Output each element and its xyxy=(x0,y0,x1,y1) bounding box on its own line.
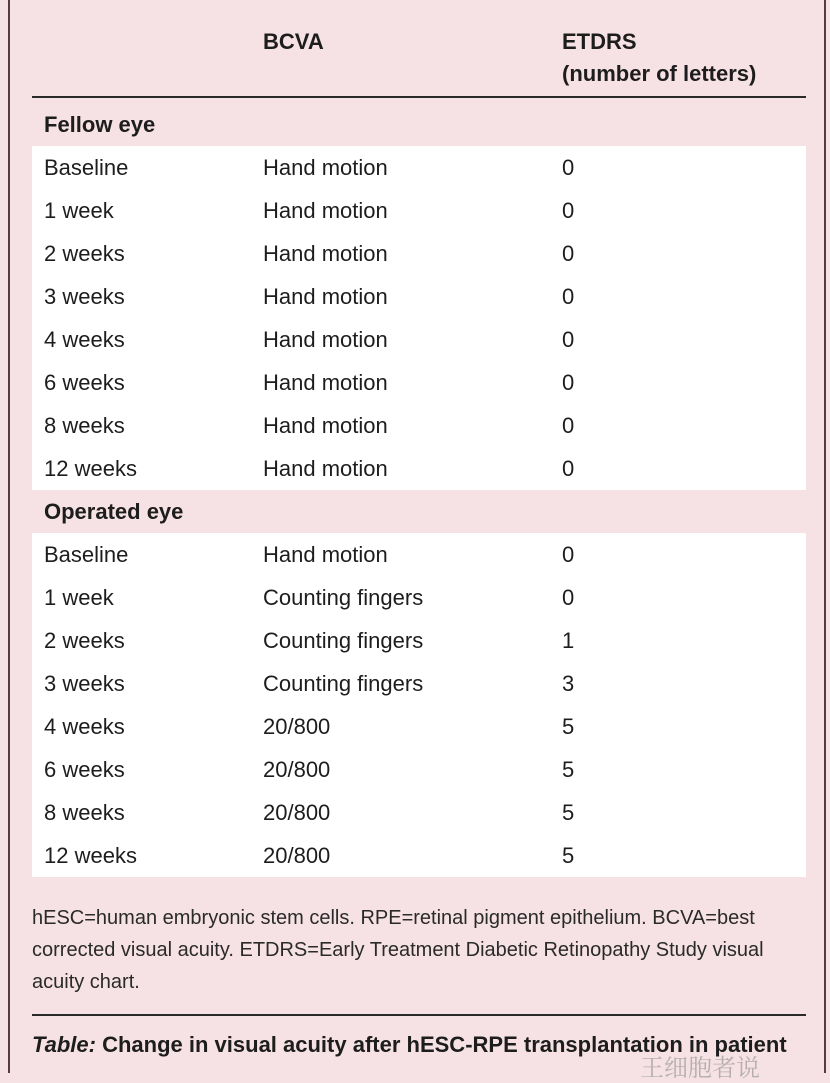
table-row xyxy=(32,662,806,705)
header-etdrs-line2: (number of letters) xyxy=(562,61,757,86)
timepoint-cell: 6 weeks xyxy=(44,757,125,782)
bcva-cell: Hand motion xyxy=(263,413,388,438)
table-row xyxy=(32,361,806,404)
table-row xyxy=(32,404,806,447)
bcva-cell: Counting fingers xyxy=(263,628,424,653)
bcva-cell: Hand motion xyxy=(263,241,388,266)
bcva-cell: 20/800 xyxy=(263,757,331,782)
timepoint-cell: 4 weeks xyxy=(44,327,125,352)
etdrs-cell: 3 xyxy=(562,671,575,696)
timepoint-cell: 1 week xyxy=(44,198,114,223)
timepoint-cell: 3 weeks xyxy=(44,671,125,696)
etdrs-cell: 0 xyxy=(562,241,575,266)
table-row xyxy=(32,748,806,791)
table-row xyxy=(32,275,806,318)
header-etdrs-line1: ETDRS xyxy=(562,29,637,54)
timepoint-cell: 4 weeks xyxy=(44,714,125,739)
caption-rule xyxy=(32,1014,806,1016)
table-row xyxy=(32,189,806,232)
table-row xyxy=(32,146,806,189)
header-bcva: BCVA xyxy=(263,29,324,54)
etdrs-cell: 0 xyxy=(562,155,575,180)
table-row xyxy=(32,619,806,662)
etdrs-cell: 0 xyxy=(562,542,575,567)
etdrs-cell: 0 xyxy=(562,198,575,223)
caption-text: Change in visual acuity after hESC-RPE transplantation in patient xyxy=(95,1032,787,1057)
timepoint-cell: 8 weeks xyxy=(44,800,125,825)
timepoint-cell: 2 weeks xyxy=(44,241,125,266)
table-row xyxy=(32,533,806,576)
etdrs-cell: 1 xyxy=(562,628,575,653)
section-title-fellow: Fellow eye xyxy=(44,112,156,137)
bcva-cell: Hand motion xyxy=(263,327,388,352)
caption-label: Table: xyxy=(32,1032,96,1057)
timepoint-cell: 6 weeks xyxy=(44,370,125,395)
etdrs-cell: 5 xyxy=(562,843,575,868)
timepoint-cell: 2 weeks xyxy=(44,628,125,653)
bcva-cell: Hand motion xyxy=(263,456,388,481)
etdrs-cell: 0 xyxy=(562,456,575,481)
table-row xyxy=(32,576,806,619)
bcva-cell: 20/800 xyxy=(263,714,331,739)
table-row xyxy=(32,318,806,361)
bcva-cell: 20/800 xyxy=(263,800,331,825)
bcva-cell: Hand motion xyxy=(263,542,388,567)
timepoint-cell: 12 weeks xyxy=(44,843,137,868)
timepoint-cell: 1 week xyxy=(44,585,114,610)
header-rule xyxy=(32,96,806,98)
etdrs-cell: 0 xyxy=(562,370,575,395)
etdrs-cell: 0 xyxy=(562,327,575,352)
etdrs-cell: 5 xyxy=(562,800,575,825)
operated-eye-rows xyxy=(32,533,806,877)
timepoint-cell: Baseline xyxy=(44,542,129,567)
etdrs-cell: 0 xyxy=(562,413,575,438)
timepoint-cell: Baseline xyxy=(44,155,129,180)
etdrs-cell: 5 xyxy=(562,757,575,782)
bcva-cell: 20/800 xyxy=(263,843,331,868)
bcva-cell: Hand motion xyxy=(263,198,388,223)
table-footnote: hESC=human embryonic stem cells. RPE=retinal pigment epithelium. BCVA=best corrected visual acuity. ETDRS=Early Treatment Diabetic Retinopathy Study visual acuity chart. xyxy=(32,907,764,993)
bcva-cell: Counting fingers xyxy=(263,671,424,696)
table-row xyxy=(32,447,806,490)
table-row xyxy=(32,232,806,275)
table-row xyxy=(32,791,806,834)
table-row xyxy=(32,834,806,877)
etdrs-cell: 5 xyxy=(562,714,575,739)
bcva-cell: Hand motion xyxy=(263,370,388,395)
section-title-operated: Operated eye xyxy=(44,499,184,524)
etdrs-cell: 0 xyxy=(562,585,575,610)
watermark: 王细胞者说 xyxy=(640,1055,760,1082)
timepoint-cell: 3 weeks xyxy=(44,284,125,309)
bcva-cell: Counting fingers xyxy=(263,585,424,610)
timepoint-cell: 12 weeks xyxy=(44,456,137,481)
bcva-cell: Hand motion xyxy=(263,284,388,309)
timepoint-cell: 8 weeks xyxy=(44,413,125,438)
fellow-eye-rows xyxy=(32,146,806,490)
bcva-cell: Hand motion xyxy=(263,155,388,180)
header-etdrs xyxy=(562,26,756,90)
etdrs-cell: 0 xyxy=(562,284,575,309)
table-row xyxy=(32,705,806,748)
